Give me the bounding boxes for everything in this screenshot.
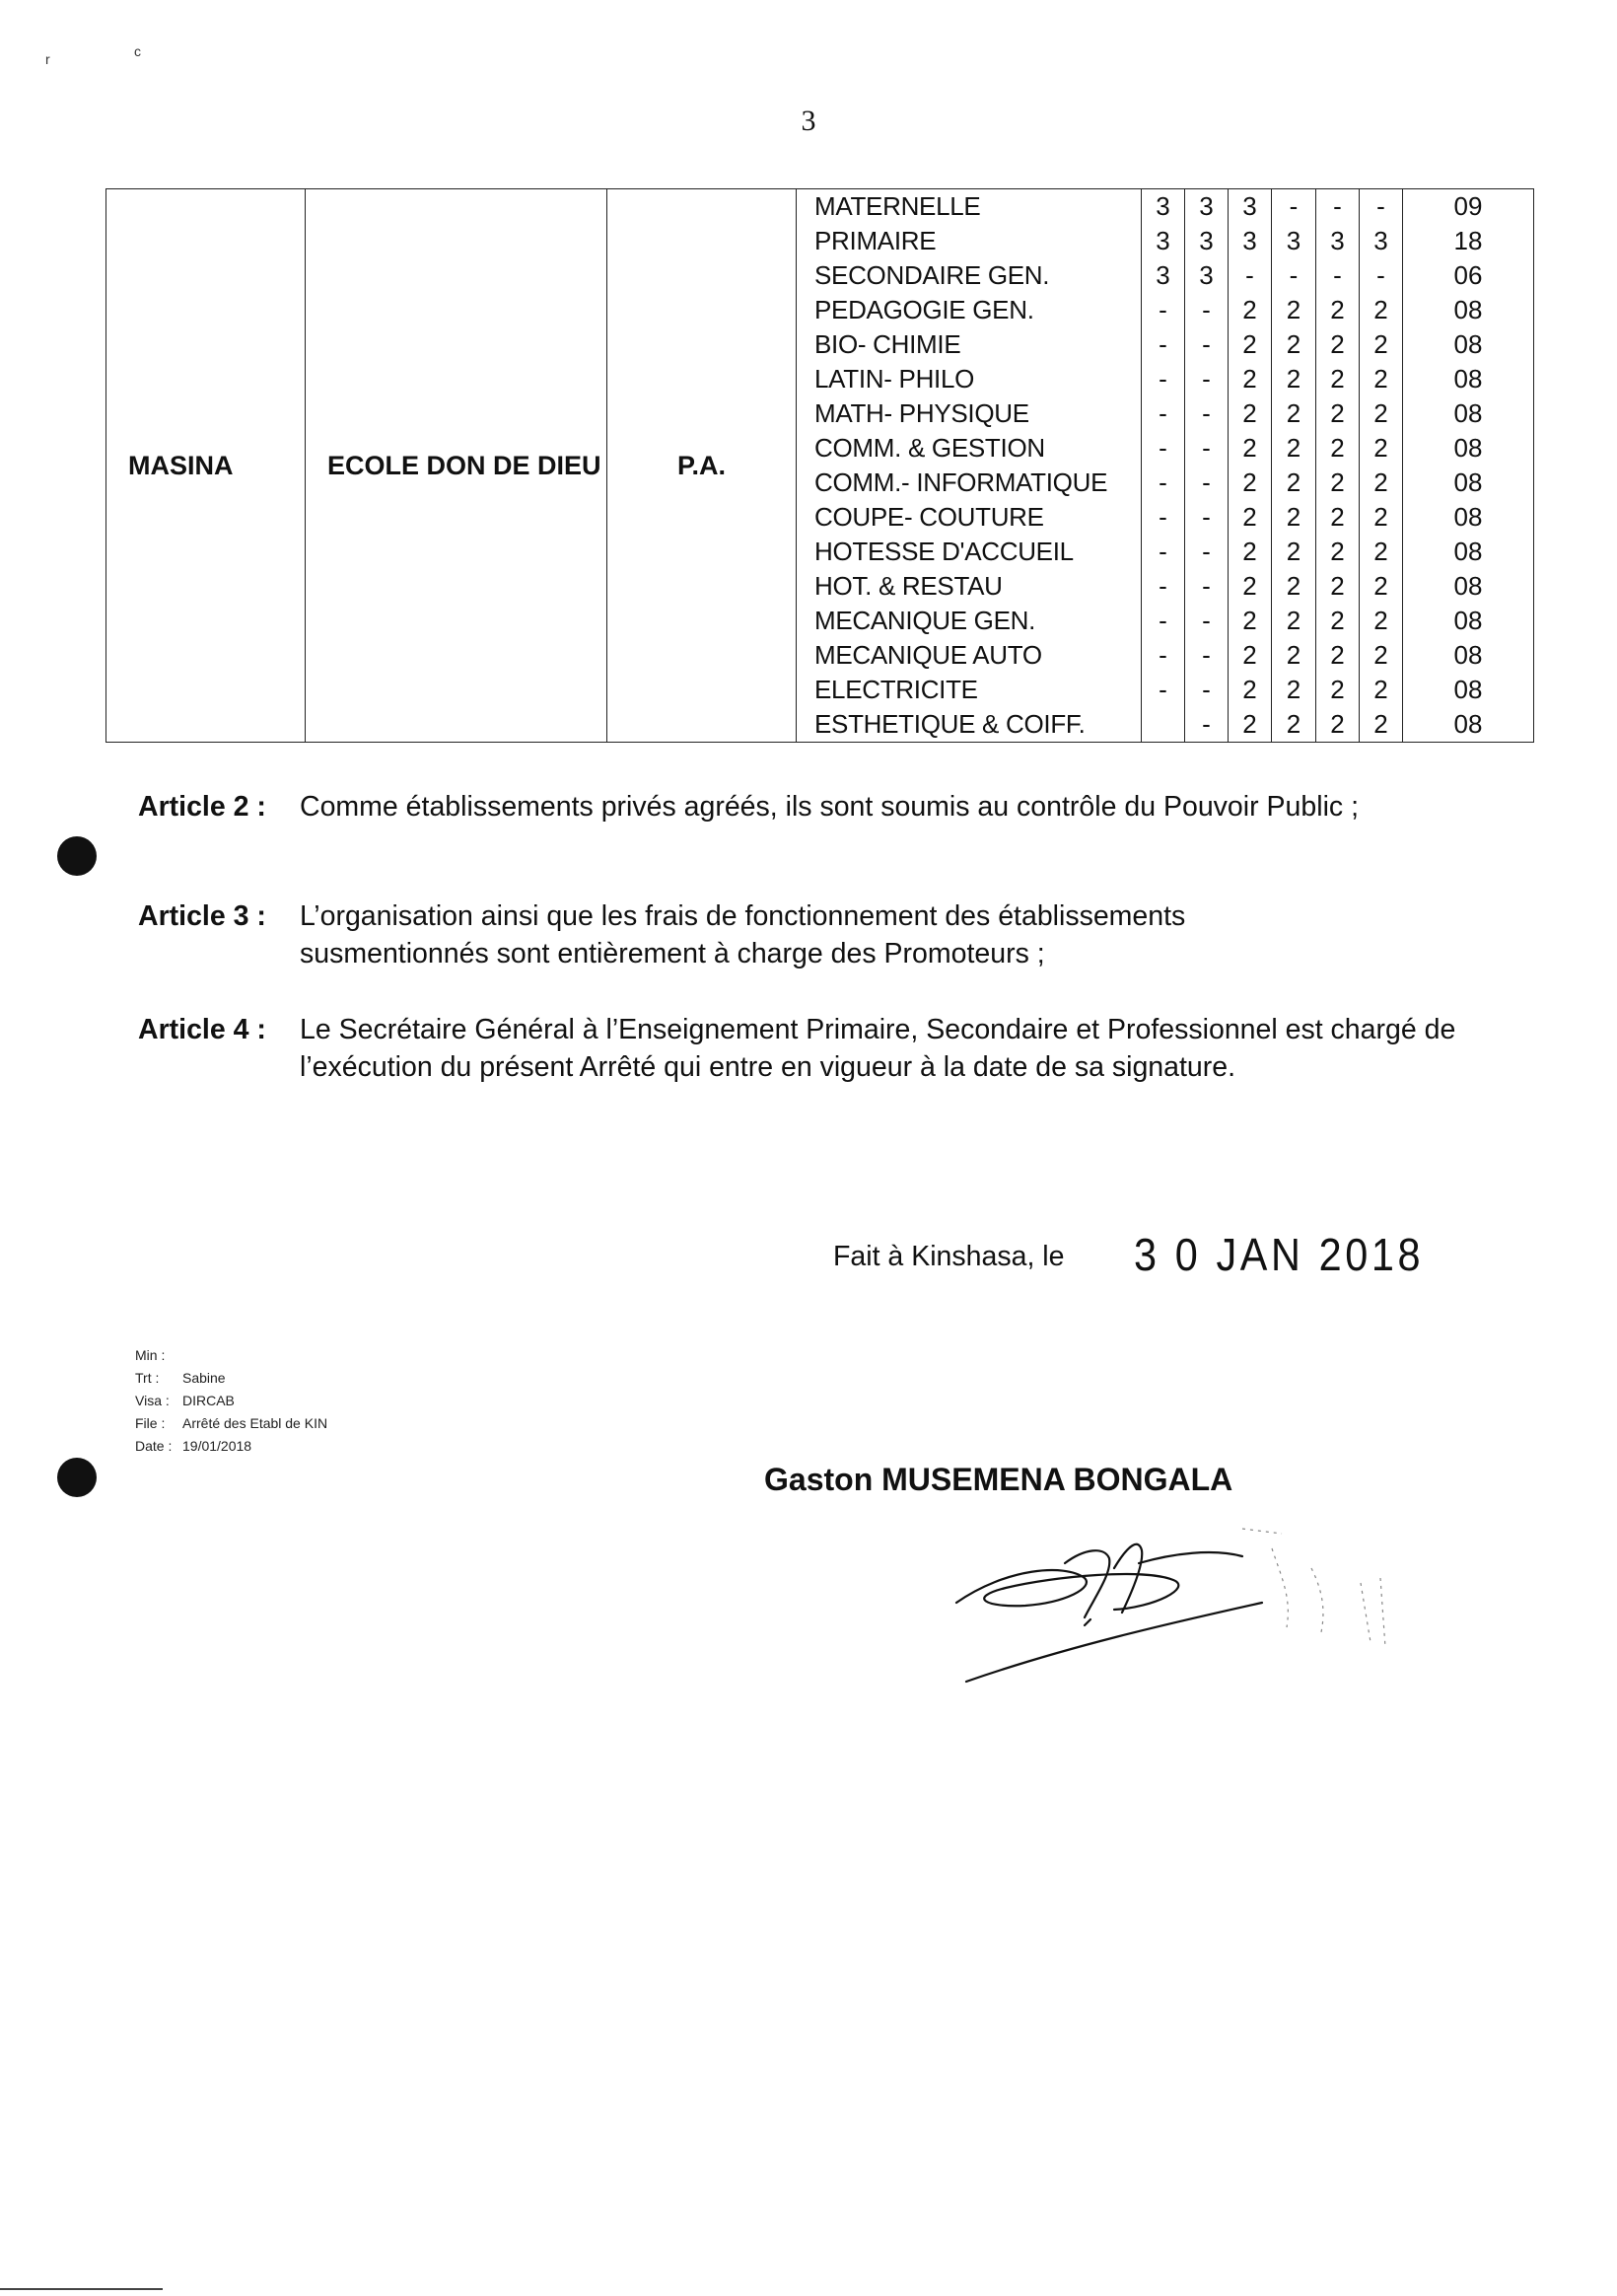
class-count: 3 (1156, 191, 1170, 221)
class-count: 2 (1242, 571, 1257, 601)
class-count: 2 (1373, 675, 1388, 704)
class-count: 2 (1330, 329, 1345, 359)
class-count: 2 (1373, 329, 1388, 359)
class-count: 2 (1242, 640, 1257, 670)
total-count: 08 (1453, 640, 1483, 670)
class-count: - (1159, 537, 1167, 566)
class-count: 3 (1156, 226, 1170, 255)
scan-mark: r (45, 51, 50, 67)
article-label: Article 4 : (138, 1014, 266, 1045)
class-count: 2 (1373, 502, 1388, 532)
class-count: 2 (1286, 467, 1301, 497)
class-count: 2 (1373, 606, 1388, 635)
class-count: 2 (1242, 433, 1257, 463)
class-count: 2 (1330, 364, 1345, 394)
class-count: 2 (1373, 398, 1388, 428)
class-count: 2 (1286, 606, 1301, 635)
class-column-2 (1185, 189, 1229, 743)
subject-label: ELECTRICITE (814, 675, 978, 704)
class-count (1142, 707, 1184, 742)
class-column-5 (1316, 189, 1360, 743)
class-count: 2 (1373, 537, 1388, 566)
class-count: 2 (1373, 571, 1388, 601)
article-2 (138, 788, 1499, 825)
class-count: 3 (1242, 226, 1257, 255)
handwritten-signature (947, 1509, 1459, 1686)
class-count: 2 (1330, 502, 1345, 532)
class-count: - (1159, 329, 1167, 359)
class-count: 2 (1330, 606, 1345, 635)
class-count: 2 (1242, 295, 1257, 324)
article-4 (138, 1011, 1499, 1086)
total-count: 08 (1453, 467, 1483, 497)
class-count: 2 (1242, 467, 1257, 497)
commune-cell: MASINA (106, 189, 306, 743)
class-count: 2 (1286, 398, 1301, 428)
class-count: - (1159, 502, 1167, 532)
article-text: Le Secrétaire Général à l’Enseignement Primaire, Secondaire et Professionnel est chargé de l’exécution du présent Arrêté qui entre en vigueur à la date de sa signature. (300, 1014, 1456, 1083)
class-count: - (1202, 398, 1211, 428)
class-count: 3 (1199, 260, 1214, 290)
subject-label: MATH- PHYSIQUE (814, 398, 1029, 428)
total-count: 08 (1453, 398, 1483, 428)
school-classes-table (105, 188, 1534, 743)
reference-line: Date : 19/01/2018 (135, 1438, 252, 1454)
subject-label: MECANIQUE GEN. (814, 606, 1036, 635)
total-count: 08 (1453, 709, 1483, 739)
class-count: 2 (1286, 675, 1301, 704)
class-count: 2 (1286, 537, 1301, 566)
reference-line: Visa : DIRCAB (135, 1393, 235, 1408)
class-count: 2 (1330, 295, 1345, 324)
class-count: - (1159, 295, 1167, 324)
class-count: 2 (1330, 433, 1345, 463)
class-count: 2 (1242, 502, 1257, 532)
class-count: 2 (1242, 364, 1257, 394)
class-count: 2 (1373, 433, 1388, 463)
punch-hole (57, 1458, 97, 1497)
punch-hole (57, 836, 97, 876)
class-count: 3 (1199, 226, 1214, 255)
reference-line: Trt : Sabine (135, 1370, 226, 1386)
class-count: - (1289, 260, 1299, 290)
subject-label: SECONDAIRE GEN. (814, 260, 1050, 290)
class-count: - (1202, 467, 1211, 497)
class-column-6 (1360, 189, 1403, 743)
total-count: 08 (1453, 502, 1483, 532)
class-count: 2 (1286, 295, 1301, 324)
class-count: 2 (1286, 329, 1301, 359)
total-count: 08 (1453, 364, 1483, 394)
subject-column (797, 189, 1142, 743)
class-count: - (1202, 709, 1211, 739)
subject-label: BIO- CHIMIE (814, 329, 961, 359)
subject-label: HOT. & RESTAU (814, 571, 1003, 601)
class-count: - (1159, 467, 1167, 497)
article-text: L’organisation ainsi que les frais de fonctionnement des établissements susmentionnés sont entièrement à charge des Promoteurs ; (300, 900, 1186, 969)
class-count: 2 (1286, 502, 1301, 532)
subject-label: COMM.- INFORMATIQUE (814, 467, 1108, 497)
class-column-1 (1142, 189, 1185, 743)
total-count: 08 (1453, 295, 1483, 324)
class-count: - (1159, 675, 1167, 704)
class-column-3 (1229, 189, 1272, 743)
subject-label: ESTHETIQUE & COIFF. (814, 709, 1086, 739)
bottom-rule (0, 2288, 163, 2290)
date-line: Fait à Kinshasa, le (833, 1241, 1065, 1272)
class-count: - (1376, 260, 1385, 290)
class-count: - (1333, 191, 1342, 221)
class-count: - (1159, 364, 1167, 394)
class-count: 2 (1242, 709, 1257, 739)
class-count: - (1333, 260, 1342, 290)
class-count: - (1289, 191, 1299, 221)
class-count: 2 (1330, 640, 1345, 670)
class-count: 2 (1373, 467, 1388, 497)
total-count: 18 (1453, 226, 1483, 255)
class-count: 2 (1330, 398, 1345, 428)
class-count: - (1159, 640, 1167, 670)
class-count: 3 (1330, 226, 1345, 255)
class-count: - (1202, 537, 1211, 566)
subject-label: MECANIQUE AUTO (814, 640, 1042, 670)
reference-line: Min : (135, 1347, 166, 1363)
total-column (1403, 189, 1534, 743)
subject-label: LATIN- PHILO (814, 364, 975, 394)
date-stamp: 3 0 JAN 2018 (1134, 1229, 1425, 1280)
class-count: 2 (1286, 640, 1301, 670)
total-count: 08 (1453, 675, 1483, 704)
page-number: 3 (801, 105, 816, 137)
class-count: 2 (1286, 709, 1301, 739)
article-label: Article 3 : (138, 900, 266, 932)
class-count: 3 (1286, 226, 1301, 255)
class-count: 2 (1330, 571, 1345, 601)
subject-label: COUPE- COUTURE (814, 502, 1044, 532)
signatory-name: Gaston MUSEMENA BONGALA (764, 1462, 1233, 1497)
class-count: - (1159, 433, 1167, 463)
class-column-4 (1272, 189, 1316, 743)
class-count: 2 (1330, 467, 1345, 497)
class-count: - (1202, 640, 1211, 670)
class-count: 2 (1242, 606, 1257, 635)
class-count: - (1202, 675, 1211, 704)
reference-block (135, 1344, 327, 1458)
class-count: - (1202, 364, 1211, 394)
class-count: - (1202, 295, 1211, 324)
class-count: 2 (1373, 640, 1388, 670)
subject-label: MATERNELLE (814, 191, 981, 221)
total-count: 08 (1453, 329, 1483, 359)
class-count: 2 (1242, 675, 1257, 704)
reference-line: File : Arrêté des Etabl de KIN (135, 1415, 328, 1431)
subject-label: PEDAGOGIE GEN. (814, 295, 1034, 324)
total-count: 08 (1453, 606, 1483, 635)
class-count: 2 (1330, 709, 1345, 739)
class-count: 2 (1330, 537, 1345, 566)
class-count: 2 (1286, 364, 1301, 394)
class-count: 3 (1199, 191, 1214, 221)
article-label: Article 2 : (138, 791, 266, 823)
class-count: - (1159, 398, 1167, 428)
class-count: 3 (1242, 191, 1257, 221)
class-count: 2 (1286, 433, 1301, 463)
class-count: - (1376, 191, 1385, 221)
status-cell: P.A. (607, 189, 797, 743)
total-count: 06 (1453, 260, 1483, 290)
class-count: - (1245, 260, 1254, 290)
class-count: - (1202, 502, 1211, 532)
class-count: - (1202, 329, 1211, 359)
total-count: 08 (1453, 571, 1483, 601)
class-count: - (1202, 433, 1211, 463)
class-count: 3 (1156, 260, 1170, 290)
class-count: 2 (1242, 398, 1257, 428)
school-name-cell: ECOLE DON DE DIEU (306, 189, 607, 743)
class-count: 2 (1242, 329, 1257, 359)
article-text: Comme établissements privés agréés, ils sont soumis au contrôle du Pouvoir Public ; (300, 791, 1359, 823)
total-count: 08 (1453, 433, 1483, 463)
subject-label: COMM. & GESTION (814, 433, 1045, 463)
class-count: 2 (1373, 709, 1388, 739)
class-count: 2 (1242, 537, 1257, 566)
total-count: 08 (1453, 537, 1483, 566)
scan-mark: c (134, 43, 141, 59)
class-count: 2 (1286, 571, 1301, 601)
class-count: - (1202, 606, 1211, 635)
article-3 (138, 897, 1499, 972)
subject-label: HOTESSE D'ACCUEIL (814, 537, 1074, 566)
class-count: 3 (1373, 226, 1388, 255)
subject-label: PRIMAIRE (814, 226, 937, 255)
class-count: 2 (1373, 295, 1388, 324)
class-count: - (1202, 571, 1211, 601)
class-count: - (1159, 606, 1167, 635)
class-count: 2 (1373, 364, 1388, 394)
class-count: - (1159, 571, 1167, 601)
class-count: 2 (1330, 675, 1345, 704)
total-count: 09 (1453, 191, 1483, 221)
